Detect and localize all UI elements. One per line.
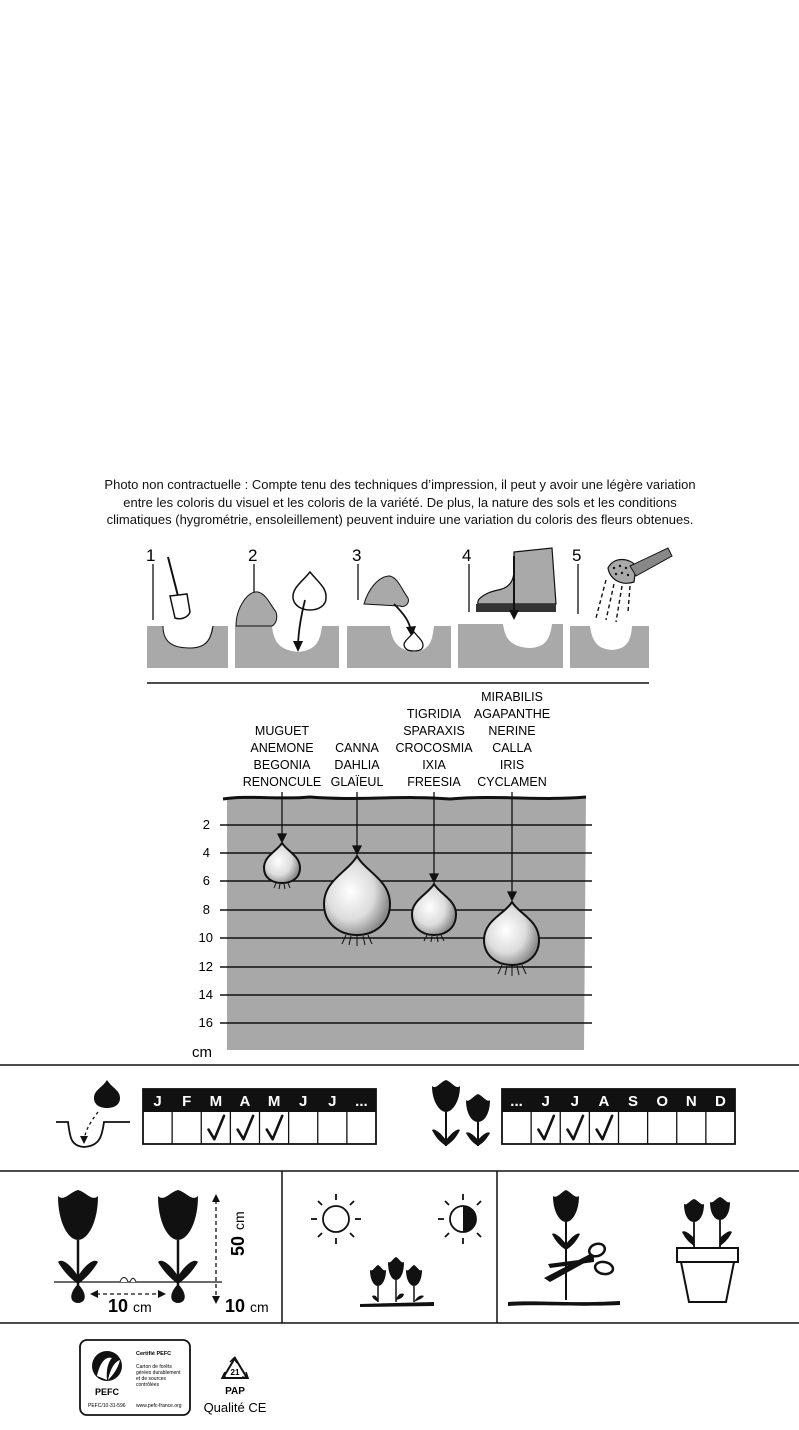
planting-calendar (143, 1089, 376, 1144)
depth-tick: 4 (202, 845, 210, 860)
flowering-month-5: O (656, 1093, 669, 1110)
plant-label: CALLA (492, 741, 532, 755)
depth-chart (192, 690, 592, 1061)
pefc-text: Carton de forêts (136, 1364, 172, 1370)
pefc-text: gérées durablement (136, 1370, 181, 1376)
flowering-month-7: D (715, 1093, 726, 1110)
plant-label: MIRABILIS (481, 690, 543, 704)
tulip-icon (158, 1190, 198, 1303)
planting-calendar-section (56, 1080, 376, 1147)
flowering-month-2: J (570, 1093, 579, 1110)
step-1 (146, 546, 228, 668)
plant-label: SPARAXIS (403, 724, 465, 738)
disclaimer-line-3: climatiques (hygrométrie, ensoleillement) peuvent induire une variation du coloris des fleurs obtenues. (106, 512, 694, 527)
plant-label: MUGUET (254, 724, 310, 738)
step-number: 5 (572, 546, 582, 565)
watering-can-icon (608, 560, 636, 584)
depth-unit-label: cm (250, 1299, 269, 1315)
plant-label: RENONCULE (242, 775, 322, 789)
soil-icon (147, 626, 228, 668)
planting-month-0: J (153, 1093, 162, 1110)
planting-month-3: A (239, 1093, 251, 1110)
step-number: 4 (462, 546, 472, 565)
height-unit: cm (231, 1211, 247, 1230)
pot-icon (677, 1197, 738, 1302)
planting-steps (146, 546, 672, 683)
recycle-number: 21 (230, 1368, 240, 1377)
soil-icon (458, 624, 563, 668)
plant-label: ANEMONE (250, 741, 314, 755)
step-number: 3 (352, 546, 362, 565)
distance-value: 10 (108, 1296, 129, 1316)
pefc-url: www.pefc-france.org (136, 1403, 182, 1409)
soil-mound-icon (236, 592, 277, 626)
depth-tick: 10 (198, 930, 213, 945)
plant-label: AGAPANTHE (473, 707, 551, 721)
shovel-icon (168, 557, 178, 596)
soil-icon (347, 626, 451, 668)
flowering-month-0: ... (510, 1093, 523, 1110)
plant-label: DAHLIA (334, 758, 380, 772)
depth-tick: 2 (202, 817, 210, 832)
plant-label: CANNA (335, 741, 379, 755)
exposure-panel (311, 1194, 481, 1307)
plant-label: BEGONIA (253, 758, 311, 772)
step-4 (458, 546, 563, 668)
boot-icon (478, 548, 556, 604)
step-3 (347, 546, 451, 668)
soil-icon (570, 626, 649, 668)
scissors-icon (544, 1242, 614, 1282)
flowerbed-icon (360, 1257, 434, 1307)
pefc-title: Certifié PEFC (136, 1351, 172, 1357)
flowering-month-1: J (541, 1093, 550, 1110)
soil-icon (235, 626, 339, 668)
depth-tick: 16 (198, 1015, 213, 1030)
disclaimer-line-2: entre les coloris du visuel et les coloris de la variété. De plus, la nature des sols et les conditions (123, 494, 677, 510)
planting-month-6: J (328, 1093, 337, 1110)
recycling-mark (204, 1358, 267, 1415)
flowering-month-4: S (628, 1093, 639, 1110)
plant-label: IXIA (422, 758, 446, 772)
cutting-panel (508, 1190, 738, 1306)
flowering-calendar-section (432, 1080, 735, 1146)
bulb-icon (404, 632, 423, 651)
plant-label: TIGRIDIA (406, 707, 462, 721)
plant-label: CROCOSMIA (395, 741, 473, 755)
arrow-icon (509, 610, 519, 620)
sun-icon (311, 1194, 361, 1244)
quality-label: Qualité CE (203, 1400, 267, 1415)
tulip-icon (552, 1190, 580, 1300)
bulb-icon (94, 1080, 120, 1108)
pefc-text: et de sources (136, 1376, 167, 1382)
month-header (143, 1089, 376, 1112)
planting-month-7: ... (355, 1093, 368, 1110)
step-2 (235, 546, 339, 668)
tulip-icon (58, 1190, 98, 1303)
disclaimer-line-1: Photo non contractuelle : Compte tenu des techniques d’impression, il peut y avoir une légère variation (104, 477, 696, 492)
pefc-code: PEFC/10-31-596 (88, 1403, 126, 1409)
plant-label: IRIS (499, 758, 525, 772)
flowering-month-3: A (598, 1093, 610, 1110)
spacing-panel (54, 1190, 269, 1316)
flowering-calendar (502, 1089, 735, 1144)
half-sun-icon (438, 1194, 481, 1244)
plant-label: NERINE (488, 724, 536, 738)
plant-label: CYCLAMEN (477, 775, 547, 789)
flowering-month-6: N (685, 1093, 697, 1110)
step-5 (570, 546, 672, 668)
pefc-logo-text: PEFC (94, 1387, 120, 1397)
depth-tick: 6 (202, 873, 210, 888)
pefc-text: contrôlées (136, 1382, 160, 1388)
depth-value: 10 (225, 1296, 246, 1316)
planting-month-2: M (209, 1093, 223, 1110)
height-value: 50 (228, 1235, 248, 1256)
recycle-code: PAP (225, 1386, 245, 1397)
depth-unit: cm (192, 1044, 212, 1061)
month-header (502, 1089, 735, 1112)
bulb-icon (293, 572, 326, 610)
planting-month-4: M (267, 1093, 281, 1110)
arrow-icon (84, 1112, 98, 1140)
pefc-label (80, 1340, 190, 1415)
depth-tick: 8 (202, 902, 210, 917)
step-number: 2 (248, 546, 258, 565)
tulip-icon (432, 1080, 490, 1146)
plant-label: GLAÏEUL (330, 775, 384, 789)
planting-month-5: J (299, 1093, 308, 1110)
distance-unit: cm (133, 1299, 152, 1315)
plant-label: FREESIA (407, 775, 461, 789)
planting-month-1: F (182, 1093, 192, 1110)
ground-line (508, 1301, 620, 1306)
soil-mound-icon (364, 576, 408, 607)
depth-tick: 14 (198, 987, 213, 1002)
planting-hole-icon (56, 1122, 130, 1147)
depth-tick: 12 (198, 959, 213, 974)
ground-line (223, 797, 586, 799)
step-number: 1 (146, 546, 156, 565)
